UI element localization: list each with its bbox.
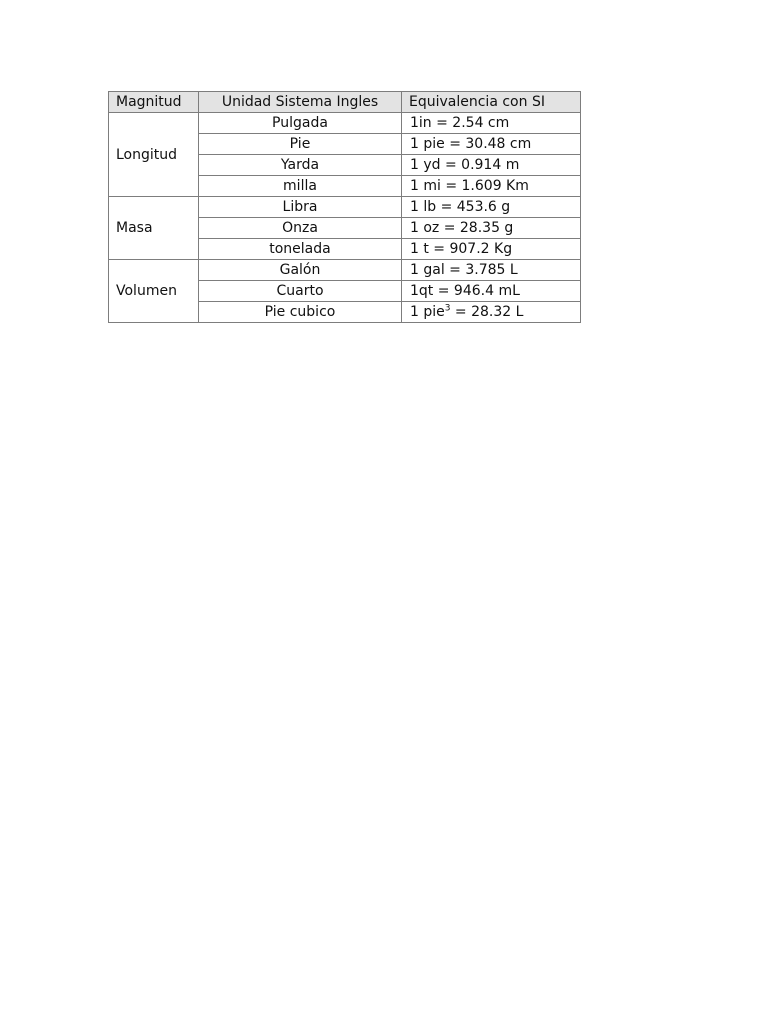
table-row [109, 113, 581, 134]
magnitude-cell-masa: Masa [109, 197, 199, 260]
unit-cell: Yarda [199, 155, 402, 176]
equivalence-cell: 1 oz = 28.35 g [402, 218, 581, 239]
table-row [109, 197, 581, 218]
equivalence-suffix: = 28.32 L [450, 304, 524, 320]
equivalence-cell: 1qt = 946.4 mL [402, 281, 581, 302]
equivalence-cell: 1 gal = 3.785 L [402, 260, 581, 281]
header-unidad: Unidad Sistema Ingles [199, 92, 402, 113]
equivalence-prefix: 1 pie [410, 304, 445, 320]
header-equivalencia: Equivalencia con SI [402, 92, 581, 113]
unit-cell: Pie [199, 134, 402, 155]
unit-cell: Cuarto [199, 281, 402, 302]
magnitude-cell-volumen: Volumen [109, 260, 199, 323]
unit-conversion-table [108, 91, 581, 323]
equivalence-cell [402, 302, 581, 323]
unit-cell: Pulgada [199, 113, 402, 134]
equivalence-cell: 1 mi = 1.609 Km [402, 176, 581, 197]
unit-cell: Libra [199, 197, 402, 218]
magnitude-cell-longitud: Longitud [109, 113, 199, 197]
header-magnitud: Magnitud [109, 92, 199, 113]
unit-cell: tonelada [199, 239, 402, 260]
unit-cell: milla [199, 176, 402, 197]
equivalence-cell: 1in = 2.54 cm [402, 113, 581, 134]
unit-cell: Onza [199, 218, 402, 239]
equivalence-cell: 1 pie = 30.48 cm [402, 134, 581, 155]
equivalence-cell: 1 t = 907.2 Kg [402, 239, 581, 260]
table-header-row [109, 92, 581, 113]
unit-cell: Pie cubico [199, 302, 402, 323]
unit-cell: Galón [199, 260, 402, 281]
equivalence-cell: 1 yd = 0.914 m [402, 155, 581, 176]
equivalence-cell: 1 lb = 453.6 g [402, 197, 581, 218]
table-row [109, 260, 581, 281]
superscript-exponent: 3 [444, 303, 451, 314]
